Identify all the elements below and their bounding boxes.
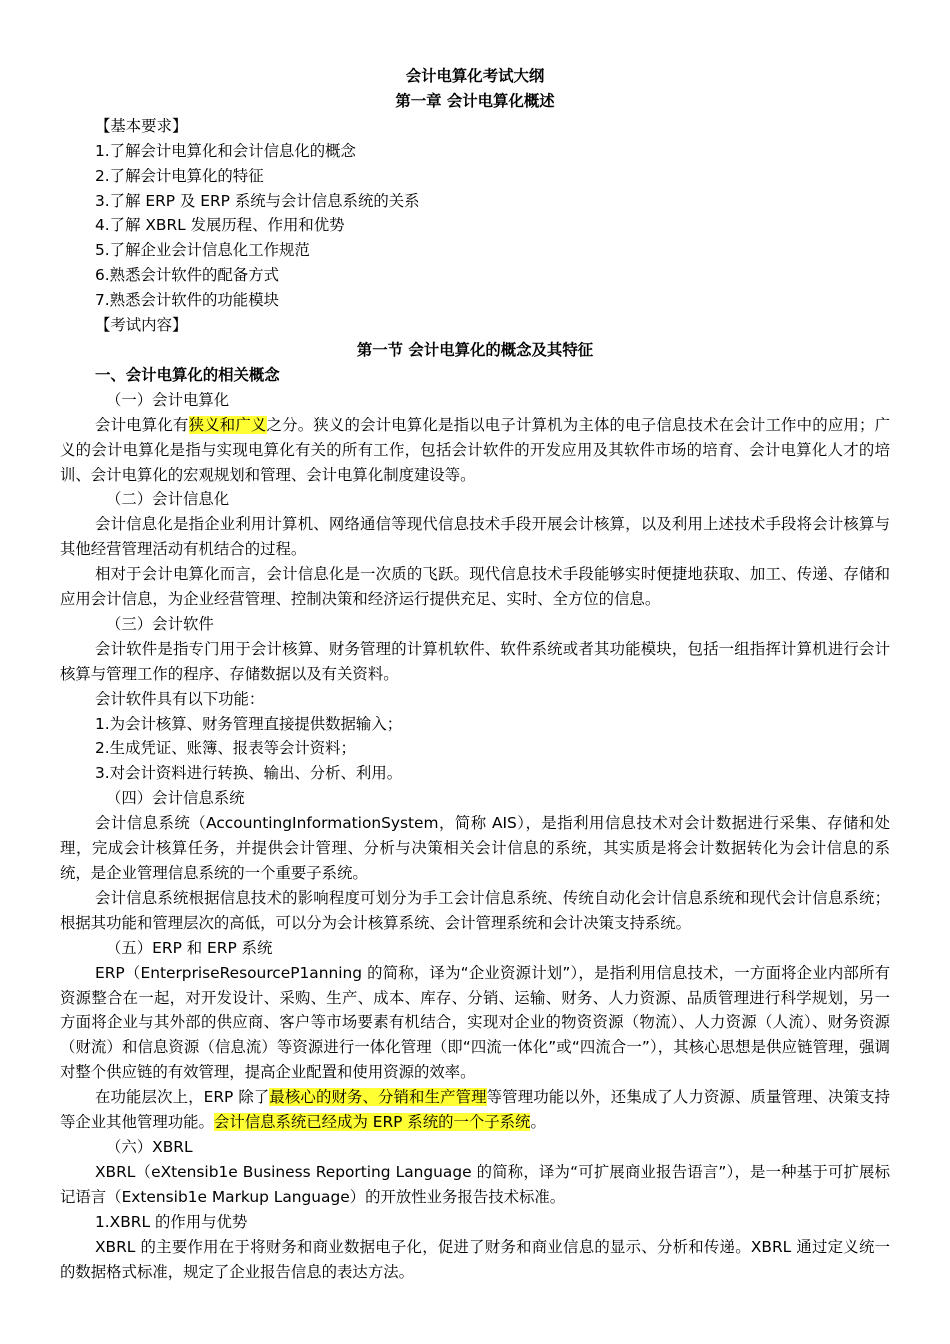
paragraph [60, 413, 890, 488]
list-item: 3.对会计资料进行转换、输出、分析、利用。 [95, 764, 403, 783]
text-run: 之分。狭义的会计电算化是指以电子计算机为主体的电子信息技术在会计工作中的应用；广义的会计电算化是指与实现电算化有关的所有工作，包括会计软件的开发应用及其软件市场的培育、会计电算化人才的培训、会计电算化的宏观规划和管理、会计电算化制度建设等。 [60, 415, 890, 484]
subsection-heading: （二）会计信息化 [106, 490, 230, 509]
paragraph: 会计软件具有以下功能： [95, 689, 265, 708]
document-title: 会计电算化考试大纲 [405, 67, 545, 85]
paragraph: XBRL 的主要作用在于将财务和商业数据电子化，促进了财务和商业信息的显示、分析和传递。XBRL 通过定义统一的数据格式标准，规定了企业报告信息的表达方法。 [60, 1237, 890, 1281]
item-heading: 1.XBRL 的作用与优势 [95, 1212, 248, 1231]
subsection-heading: （三）会计软件 [106, 614, 214, 633]
part-title: 一、会计电算化的相关概念 [95, 365, 280, 384]
paragraph [60, 1085, 890, 1135]
paragraph: 会计信息系统（AccountingInformationSystem，简称 AIS），是指利用信息技术对会计数据进行采集、存储和处理，完成会计核算任务，并提供会计管理、分析与决策相关会计信息的系统，其实质是将会计数据转化为会计信息的系统，是企业管理信息系统的一个重要子系统。 [60, 814, 890, 882]
subsection-heading: （六）XBRL [106, 1137, 193, 1156]
list-item: 2.生成凭证、账簿、报表等会计资料； [95, 739, 356, 758]
paragraph: 会计信息系统根据信息技术的影响程度可划分为手工会计信息系统、传统自动化会计信息系统和现代会计信息系统；根据其功能和管理层次的高低，可以分为会计核算系统、会计管理系统和会计决策支持系统。 [60, 888, 890, 932]
paragraph: ERP（EnterpriseResourceP1anning 的简称，译为“企业资源计划”），是指利用信息技术，一方面将企业内部所有资源整合在一起，对开发设计、采购、生产、成本、库存、分销、运输、财务、人力资源、品质管理进行科学规划，另一方面将企业与其外部的供应商、客户等市场要素有机结合，实现对企业的物资资源（物流）、人力资源（人流）、财务资源（财流）和信息资源（信息流）等资源进行一体化管理（即“四流一体化”或“四流合一”），其核心思想是供应链管理，强调对整个供应链的有效管理，提高企业配置和使用资源的效率。 [60, 963, 890, 1082]
basic-requirements-label: 【基本要求】 [95, 116, 188, 135]
requirement-item: 6.熟悉会计软件的配备方式 [95, 266, 279, 285]
requirement-item: 1.了解会计电算化和会计信息化的概念 [95, 141, 356, 160]
text-run: 等管理功能以外，还集成了人力资源、质量管理、决策支持等企业其他管理功能。 [60, 1088, 890, 1132]
text-run: 在功能层次上，ERP 除了 [95, 1088, 270, 1107]
subsection-heading: （一）会计电算化 [106, 390, 230, 409]
subsection-heading: （四）会计信息系统 [106, 789, 245, 808]
requirement-item: 2.了解会计电算化的特征 [95, 166, 264, 185]
requirement-item: 5.了解企业会计信息化工作规范 [95, 241, 310, 260]
paragraph: 会计信息化是指企业利用计算机、网络通信等现代信息技术手段开展会计核算，以及利用上述技术手段将会计核算与其他经营管理活动有机结合的过程。 [60, 515, 890, 559]
highlighted-text: 最核心的财务、分销和生产管理 [269, 1088, 487, 1107]
requirement-item: 7.熟悉会计软件的功能模块 [95, 291, 279, 310]
section-title: 第一节 会计电算化的概念及其特征 [356, 340, 594, 359]
highlighted-text: 会计信息系统已经成为 ERP 系统的一个子系统 [213, 1113, 531, 1132]
paragraph: XBRL（eXtensib1e Business Reporting Language 的简称，译为“可扩展商业报告语言”），是一种基于可扩展标记语言（Extensib1e Markup Language）的开放性业务报告技术标准。 [60, 1162, 890, 1206]
requirement-item: 3.了解 ERP 及 ERP 系统与会计信息系统的关系 [95, 191, 420, 210]
text-run: 会计电算化有 [95, 415, 189, 434]
paragraph: 相对于会计电算化而言，会计信息化是一次质的飞跃。现代信息技术手段能够实时便捷地获取、加工、传递、存储和应用会计信息，为企业经营管理、控制决策和经济运行提供充足、实时、全方位的信息。 [60, 565, 890, 609]
exam-content-label: 【考试内容】 [95, 316, 188, 335]
requirement-item: 4.了解 XBRL 发展历程、作用和优势 [95, 216, 345, 235]
text-run: 。 [530, 1113, 546, 1132]
subsection-heading: （五）ERP 和 ERP 系统 [106, 938, 273, 957]
list-item: 1.为会计核算、财务管理直接提供数据输入； [95, 714, 403, 733]
highlighted-text: 狭义和广义 [188, 415, 267, 434]
paragraph: 会计软件是指专门用于会计核算、财务管理的计算机软件、软件系统或者其功能模块，包括一组指挥计算机进行会计核算与管理工作的程序、存储数据以及有关资料。 [60, 639, 890, 683]
chapter-title: 第一章 会计电算化概述 [395, 91, 555, 110]
